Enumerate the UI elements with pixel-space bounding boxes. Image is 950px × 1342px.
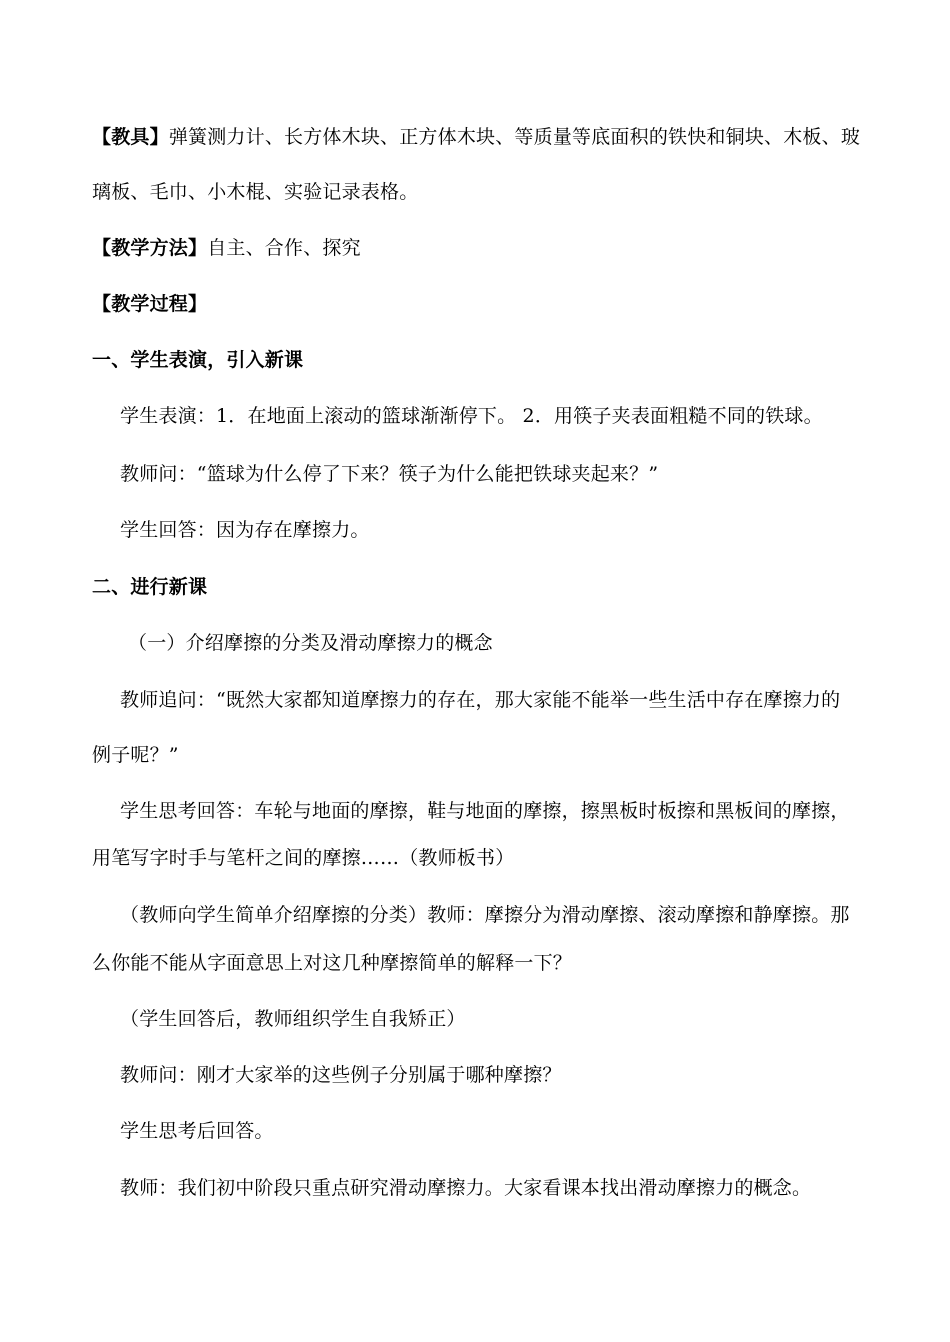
paragraph: 教师问：刚才大家举的这些例子分别属于哪种摩擦？ xyxy=(120,1064,562,1086)
paragraph: 学生回答：因为存在摩擦力。 xyxy=(120,519,370,541)
paragraph-continued: 例子呢？” xyxy=(92,744,179,766)
subsection-heading: （一）介绍摩擦的分类及滑动摩擦力的概念 xyxy=(128,632,493,654)
teaching-method-line xyxy=(92,236,872,260)
teaching-method-text: 自主、合作、探究 xyxy=(207,237,361,259)
paragraph: 学生思考回答：车轮与地面的摩擦，鞋与地面的摩擦，擦黑板时板擦和黑板间的摩擦， xyxy=(120,800,850,822)
teaching-tools-line xyxy=(92,125,872,149)
teaching-tools-continued: 璃板、毛巾、小木棍、实验记录表格。 xyxy=(92,181,419,203)
section-one-heading: 一、学生表演，引入新课 xyxy=(92,349,304,371)
teaching-process-heading: 【教学过程】 xyxy=(92,293,208,315)
teaching-method-heading: 【教学方法】 xyxy=(92,237,208,259)
paragraph-continued: 用笔写字时手与笔杆之间的摩擦……（教师板书） xyxy=(92,847,515,869)
teaching-tools-heading: 【教具】 xyxy=(92,126,169,148)
paragraph: （学生回答后，教师组织学生自我矫正） xyxy=(120,1008,466,1030)
paragraph: 教师追问：“既然大家都知道摩擦力的存在，那大家能不能举一些生活中存在摩擦力的 xyxy=(120,689,841,711)
paragraph: 学生表演：1．在地面上滚动的篮球渐渐停下。 2．用筷子夹表面粗糙不同的铁球。 xyxy=(120,405,823,427)
paragraph: （教师向学生简单介绍摩擦的分类）教师：摩擦分为滑动摩擦、滚动摩擦和静摩擦。那 xyxy=(120,904,850,926)
paragraph: 教师问：“篮球为什么停了下来？筷子为什么能把铁球夹起来？” xyxy=(120,463,659,485)
paragraph: 学生思考后回答。 xyxy=(120,1120,274,1142)
paragraph-continued: 么你能不能从字面意思上对这几种摩擦简单的解释一下？ xyxy=(92,952,573,974)
section-two-heading: 二、进行新课 xyxy=(92,576,208,598)
teaching-tools-text: 弹簧测力计、长方体木块、正方体木块、等质量等底面积的铁快和铜块、木板、玻 xyxy=(168,126,861,148)
paragraph: 教师：我们初中阶段只重点研究滑动摩擦力。大家看课本找出滑动摩擦力的概念。 xyxy=(120,1177,812,1199)
